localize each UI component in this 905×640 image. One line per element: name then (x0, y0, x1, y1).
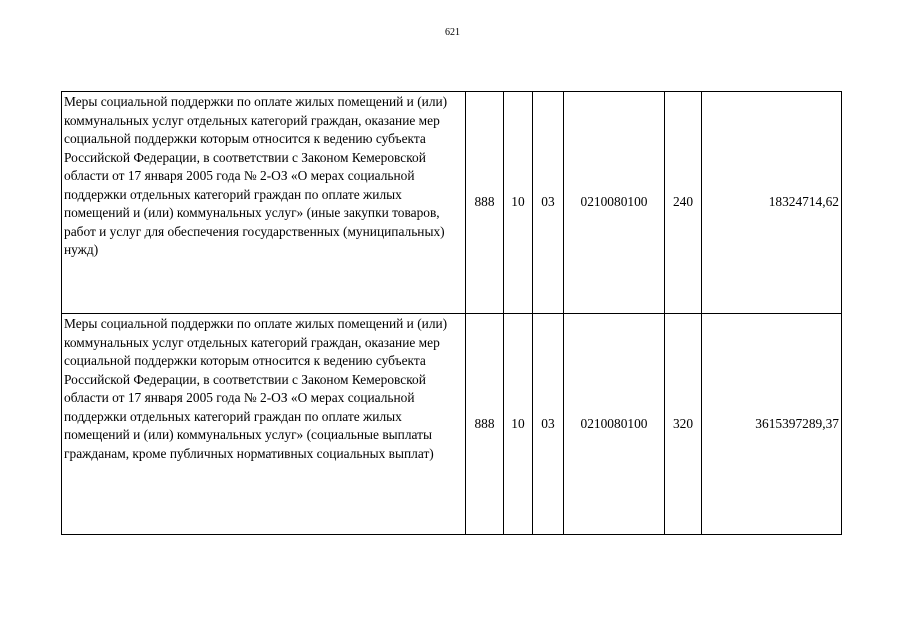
budget-table (61, 91, 842, 535)
section-code: 10 (504, 92, 533, 314)
expense-type-code: 240 (665, 92, 702, 314)
section-code: 10 (504, 314, 533, 535)
page-number: 621 (445, 27, 460, 38)
row-description: Меры социальной поддержки по оплате жилых помещений и (или) коммунальных услуг отдельных категорий граждан, оказание мер социальной поддержки которым относится к ведению субъекта Российской Федерации, в соответствии с Законом Кемеровской области от 17 января 2005 года № 2-ОЗ «О мерах социальной поддержки отдельных категорий граждан по оплате жилых помещений и (или) коммунальных услуг» (иные закупки товаров, работ и услуг для обеспечения государственных (муниципальных) нужд) (62, 92, 466, 314)
amount-value: 18324714,62 (702, 92, 842, 314)
table-row (62, 314, 842, 535)
ministry-code: 888 (466, 314, 504, 535)
table-row (62, 92, 842, 314)
subsection-code: 03 (533, 314, 564, 535)
expense-type-code: 320 (665, 314, 702, 535)
row-description: Меры социальной поддержки по оплате жилых помещений и (или) коммунальных услуг отдельных категорий граждан, оказание мер социальной поддержки которым относится к ведению субъекта Российской Федерации, в соответствии с Законом Кемеровской области от 17 января 2005 года № 2-ОЗ «О мерах социальной поддержки отдельных категорий граждан по оплате жилых помещений и (или) коммунальных услуг» (социальные выплаты гражданам, кроме публичных нормативных социальных выплат) (62, 314, 466, 535)
ministry-code: 888 (466, 92, 504, 314)
target-article-code: 0210080100 (564, 92, 665, 314)
target-article-code: 0210080100 (564, 314, 665, 535)
amount-value: 3615397289,37 (702, 314, 842, 535)
subsection-code: 03 (533, 92, 564, 314)
